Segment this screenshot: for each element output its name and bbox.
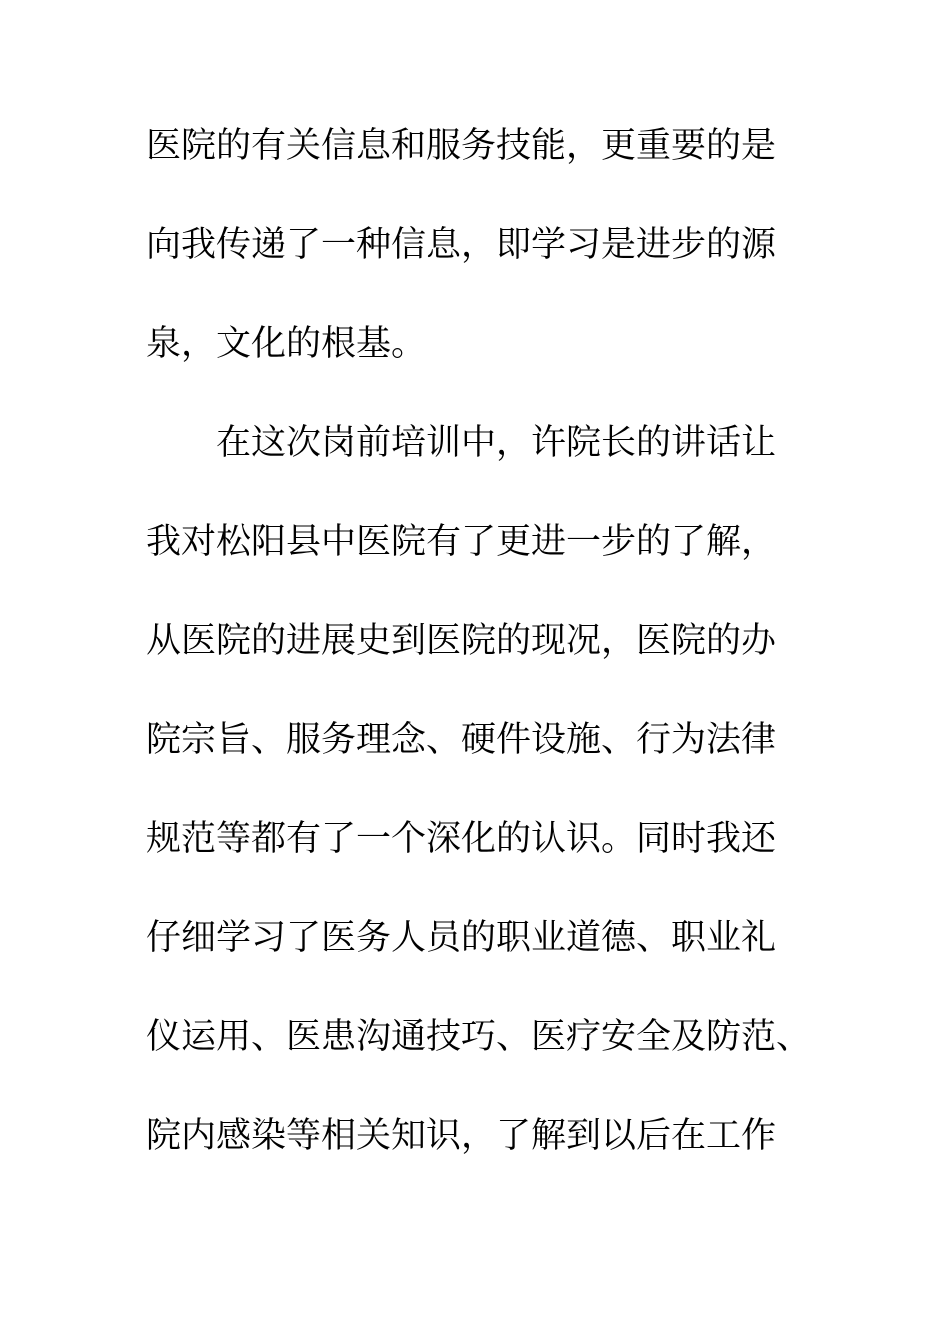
text-line: 医院的有关信息和服务技能，更重要的是: [146, 126, 777, 166]
text-line: 院宗旨、服务理念、硬件设施、行为法律: [146, 720, 777, 760]
text-line: 泉，文化的根基。: [146, 324, 427, 364]
text-line: 规范等都有了一个深化的认识。同时我还: [146, 819, 777, 859]
text-line: 从医院的进展史到医院的现况，医院的办: [146, 621, 777, 661]
text-line: 向我传递了一种信息，即学习是进步的源: [146, 225, 777, 265]
paragraph-first-line: 在这次岗前培训中，许院长的讲话让: [216, 423, 777, 463]
text-line: 我对松阳县中医院有了更进一步的了解，: [146, 522, 777, 562]
body-text: [146, 122, 826, 1211]
text-line: 仪运用、医患沟通技巧、医疗安全及防范、: [146, 1017, 812, 1057]
text-line: 仔细学习了医务人员的职业道德、职业礼: [146, 918, 777, 958]
text-line: 院内感染等相关知识，了解到以后在工作: [146, 1116, 777, 1156]
